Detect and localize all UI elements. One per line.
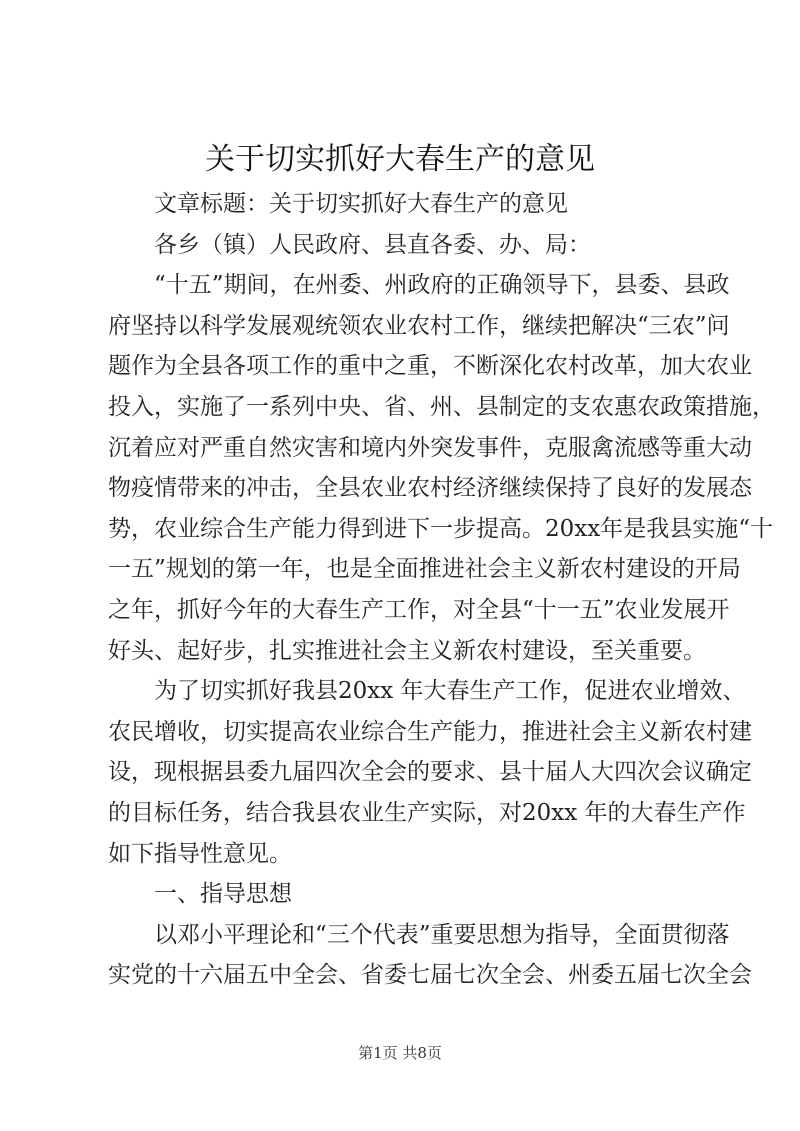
paragraph [108, 874, 702, 915]
text-line: 文章标题：关于切实抓好大春生产的意见 [154, 191, 568, 217]
document-title: 关于切实抓好大春生产的意见 [205, 142, 595, 177]
text-line: 农民增收，切实提高农业综合生产能力，推进社会主义新农村建 [108, 718, 752, 745]
text-line: 好头、起好步，扎实推进社会主义新农村建设，至关重要。 [108, 637, 706, 664]
text-line: 一五”规划的第一年，也是全面推进社会主义新农村建设的开局 [108, 556, 741, 583]
page-footer: 第1页 共8页 [358, 1044, 442, 1062]
text-line: 府坚持以科学发展观统领农业农村工作，继续把解决“三农”问 [108, 312, 730, 339]
text-line: 一、指导思想 [154, 881, 292, 908]
paragraph [108, 184, 702, 225]
text-line: 沉着应对严重自然灾害和境内外突发事件，克服禽流感等重大动 [108, 434, 752, 461]
text-line: 之年，抓好今年的大春生产工作，对全县“十一五”农业发展开 [108, 596, 730, 623]
document-body [108, 184, 775, 996]
text-line: 题作为全县各项工作的重中之重，不断深化农村改革，加大农业 [108, 353, 752, 380]
text-line: “十五”期间，在州委、州政府的正确领导下，县委、县政 [154, 272, 730, 299]
text-line: 各乡（镇）人民政府、县直各委、办、局： [154, 231, 591, 258]
text-line: 势，农业综合生产能力得到进下一步提高。20xx年是我县实施“十 [108, 515, 773, 542]
text-line: 物疫情带来的冲击，全县农业农村经济继续保持了良好的发展态 [108, 475, 752, 502]
text-line: 为了切实抓好我县20xx 年大春生产工作，促进农业增效、 [154, 678, 746, 705]
text-line: 实党的十六届五中全会、省委七届七次全会、州委五届七次全会 [108, 962, 752, 989]
text-line: 以邓小平理论和“三个代表”重要思想为指导，全面贯彻落 [154, 921, 730, 948]
text-line: 设，现根据县委九届四次全会的要求、县十届人大四次会议确定 [108, 759, 752, 786]
paragraph [108, 265, 775, 671]
text-line: 投入，实施了一系列中央、省、州、县制定的支农惠农政策措施， [108, 393, 775, 420]
text-line: 如下指导性意见。 [108, 840, 292, 867]
paragraph [108, 225, 702, 266]
paragraph [108, 671, 752, 874]
paragraph [108, 915, 752, 996]
text-line: 的目标任务，结合我县农业生产实际，对20xx 年的大春生产作 [108, 799, 746, 826]
